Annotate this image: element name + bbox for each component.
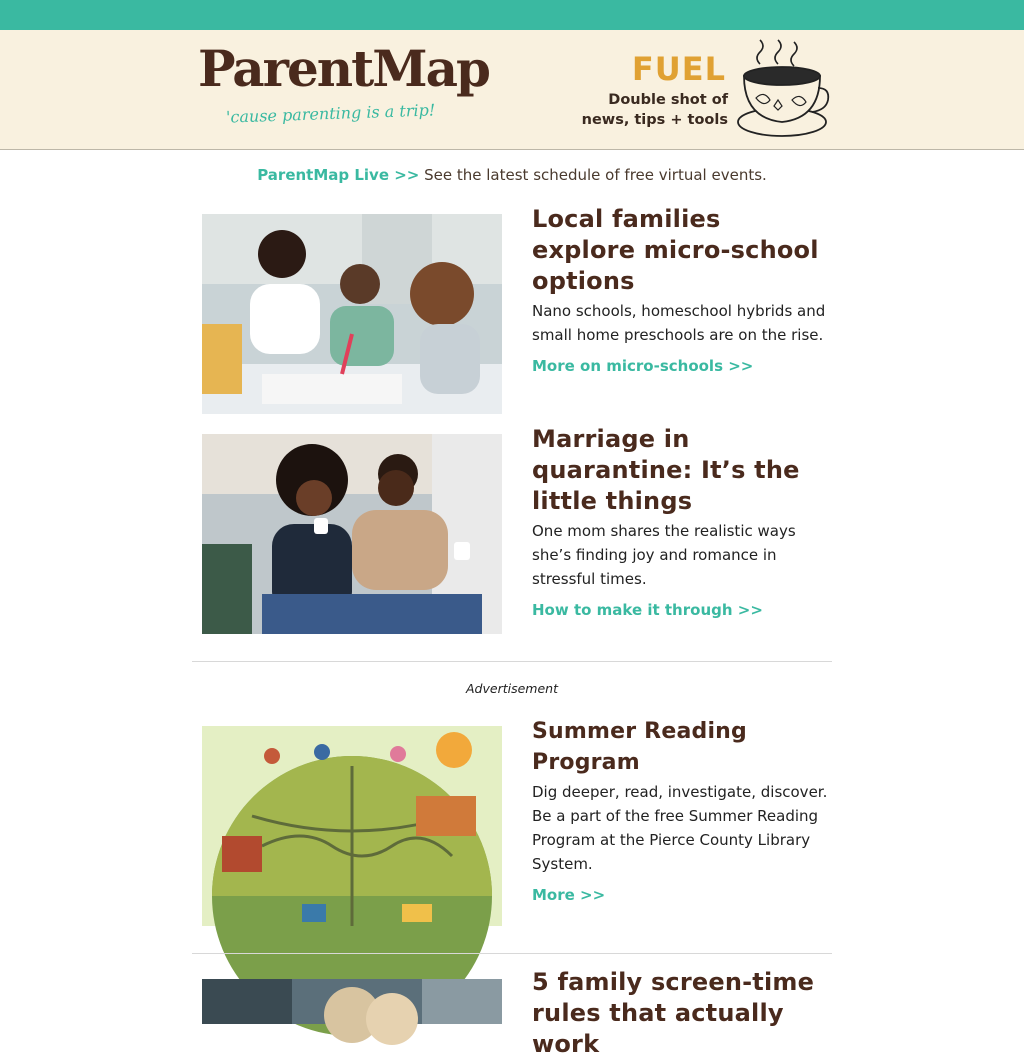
- article-summary: One mom shares the realistic ways she’s finding joy and romance in stressful times.: [532, 522, 796, 588]
- article-summer-reading: [202, 719, 832, 926]
- coffee-cup-icon: [734, 34, 830, 144]
- article-text: [532, 204, 832, 375]
- article-headline[interactable]: Marriage in quarantine: It’s the little things: [532, 425, 800, 515]
- article-more-link[interactable]: More >>: [532, 886, 606, 904]
- article-more-link[interactable]: How to make it through >>: [532, 601, 763, 619]
- article-screen-time: [202, 968, 832, 1058]
- fuel-subtitle-line-2: news, tips + tools: [581, 112, 728, 128]
- article-summary: Nano schools, homeschool hybrids and small home preschools are on the rise.: [532, 302, 826, 344]
- divider: [192, 953, 832, 954]
- masthead: [0, 30, 1024, 150]
- article-marriage-quarantine: [202, 425, 832, 634]
- fuel-subtitle-line-1: Double shot of: [608, 92, 728, 108]
- article-micro-schools: [202, 205, 832, 414]
- live-events-text: See the latest schedule of free virtual events.: [419, 166, 767, 184]
- article-text: [532, 716, 832, 904]
- advertisement-label: Advertisement: [466, 681, 558, 696]
- parentmap-logo[interactable]: ParentMap: [198, 39, 489, 98]
- divider: [192, 661, 832, 662]
- article-headline[interactable]: Local families explore micro-school options: [532, 205, 819, 295]
- fuel-subtitle: [580, 90, 728, 130]
- article-headline[interactable]: 5 family screen-time rules that actually work: [532, 968, 815, 1058]
- live-events-line: [0, 166, 1024, 184]
- article-more-link[interactable]: More on micro-schools >>: [532, 357, 754, 375]
- article-text: [532, 424, 832, 619]
- article-headline[interactable]: Summer Reading Program: [532, 719, 747, 775]
- article-image-couple-coffee[interactable]: [202, 434, 502, 634]
- parentmap-live-link[interactable]: ParentMap Live >>: [257, 166, 420, 184]
- logo-tagline: 'cause parenting is a trip!: [225, 100, 436, 127]
- top-accent-bar: [0, 0, 1024, 30]
- article-image-family-homework[interactable]: [202, 214, 502, 414]
- fuel-title: FUEL: [631, 50, 726, 88]
- article-summary: Dig deeper, read, investigate, discover. Be a part of the free Summer Reading Program at the Pierce County Library System.: [532, 783, 828, 873]
- article-image-reading-globe[interactable]: [202, 726, 502, 926]
- article-text: [532, 967, 832, 1060]
- article-image-kids[interactable]: [202, 979, 502, 1024]
